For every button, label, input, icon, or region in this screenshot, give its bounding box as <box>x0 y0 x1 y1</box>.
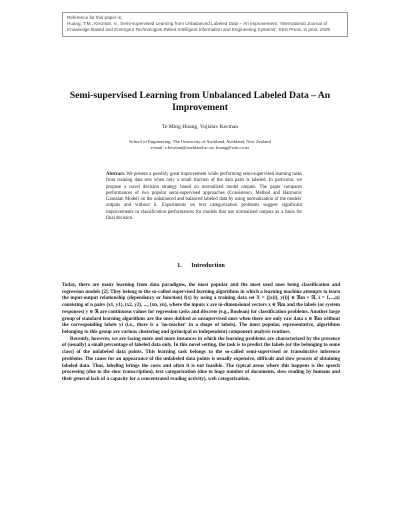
section-title: Introduction <box>191 262 225 269</box>
paper-title: Semi-supervised Learning from Unbalanced Labeled Data – An Improvement <box>69 90 331 113</box>
section-number: 1. <box>177 262 182 269</box>
abstract-text: We present a possibly great improvement while performing semi-supervised learning tasks from training data sets when only a small fraction of the data pairs is labeled. In particular, we propose a novel decision strategy based on normalized model outputs. The paper compares performances of two popular semi-supervised approaches (Consistency Method and Harmonic Gaussian Model) on the unbalanced and balanced labeled data by using normalization of the models' outputs and without it. Experiments on text categorization problems suggest significant improvements in classification performances for models that use normalized outputs as a basis for final decision. <box>106 172 302 222</box>
body-text <box>62 282 340 383</box>
email-line: e-mail: v.kecman@auckland.ac.nz, huang@win.co.nz <box>150 145 250 151</box>
reference-citation: Huang, T.M., Kecman, V., Semi-supervised Learning from Unbalanced Labeled Data – An Improvement, 'International Journal of Knowledge Based and Emergent Technologies Relied Intelligent Information and Engineering Systems', KES Press, in print, 2005 <box>67 21 331 32</box>
paragraph: Today, there are many learning from data paradigms, the most popular and the most used ones being classification and regression models [2]. They belong to the so-called supervised learning algorithms in which a learning machine attempts to learn the input-output relationship (dependency or function) f(x) by using a training data set X = {[x(i), y(i)] ∈ ℜm × ℜ, i = 1,...,n} consisting of n pairs (x1, y1), (x2, y2), ..., (xn, yn), where the inputs x are m-dimensional vectors x ∈ ℜm and the labels (or system responses) y ∈ ℜ are continuous values for regression tasks and discrete (e.g., Boolean) for classification problems. Another large group of standard learning algorithms are the ones dubbed as unsupervised ones when there are only raw data x ∈ ℜm without the corresponding labels yi (i.e., there is a 'no-teacher' in a shape of labels). The most popular, representative, algorithms belonging to this group are various clustering and (principal or independent) component analysis routines. <box>62 282 340 336</box>
paragraph: Recently, however, we are facing more and more instances in which the learning problems are characterized by the presence of (usually) a small percentage of labeled data only. In this novel setting, the task is to predict the labels (or the belonging to some class) of the unlabeled data points. This learning task belongs to the so-called semi-supervised or transductive inference problems. The cause for an appearance of the unlabeled data points is usually expensive, difficult and slow process of obtaining labeled data. Thus, labeling brings the costs and often it is not feasible. The typical areas where this happens is the speech processing (due to the slow transcription), text categorization (due to huge number of documents, slow reading by humans and their general lack of a capacity for a concentrated reading activity), web categorization, <box>62 335 340 383</box>
reference-heading: Reference for this paper is: <box>67 15 123 20</box>
section-heading <box>62 262 340 269</box>
paper-authors: Te Ming Huang, Vojislav Kecman <box>161 124 239 130</box>
abstract-label: Abstract. <box>106 172 126 177</box>
abstract <box>106 172 302 222</box>
author-affiliation <box>60 139 340 151</box>
affiliation-line: School of Engineering, The University of Auckland, Auckland, New Zealand <box>129 139 271 144</box>
reference-note <box>62 12 348 37</box>
